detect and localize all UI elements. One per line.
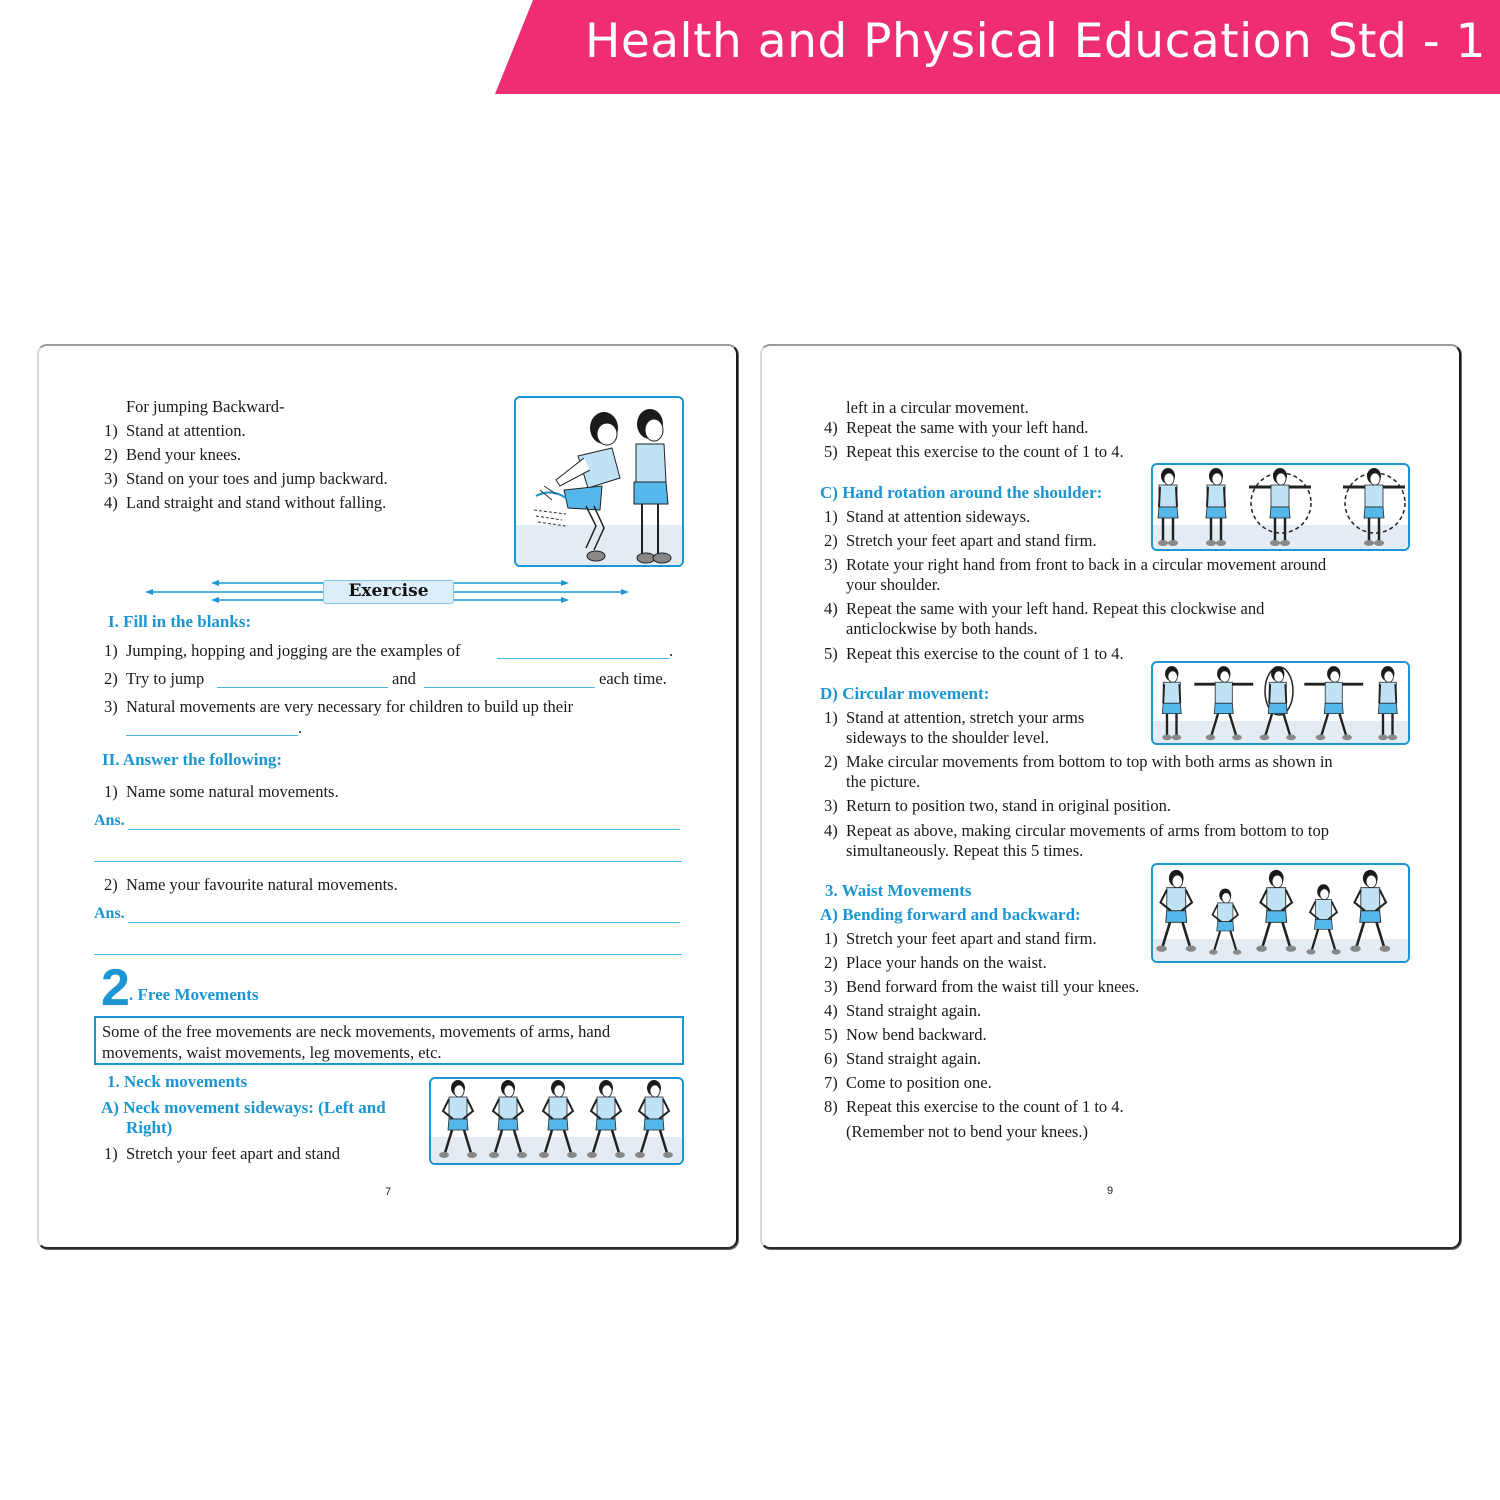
step-text: Stand at attention sideways.	[846, 507, 1031, 526]
step-text: Stand at attention, stretch your arms	[846, 708, 1085, 727]
fill-q3-text: Natural movements are very necessary for children to build up their	[126, 697, 574, 716]
step-number: 4)	[824, 599, 838, 618]
section-number: 2	[101, 959, 130, 1017]
step-text: Stand straight again.	[846, 1001, 982, 1020]
step-number: 3)	[824, 977, 838, 996]
step-text-cont: your shoulder.	[846, 575, 941, 594]
step-text: Stretch your feet apart and stand firm.	[846, 929, 1097, 948]
step-number: 1)	[104, 421, 118, 440]
fill-blanks-heading: I. Fill in the blanks:	[108, 612, 252, 631]
fill-q2-end: each time.	[599, 669, 667, 688]
figure-boy	[539, 1080, 577, 1158]
step-text: Rotate your right hand from front to back in a circular movement around	[846, 555, 1327, 574]
neck-sideways-heading: A) Neck movement sideways: (Left and	[101, 1098, 386, 1117]
neck-sideways-heading-cont: Right)	[126, 1118, 173, 1137]
q-number: 1)	[104, 782, 118, 801]
figure-boy	[489, 1080, 527, 1158]
step-number: 1)	[824, 929, 838, 948]
figure-boy	[1306, 884, 1340, 954]
answer-q2-line-2[interactable]	[94, 954, 682, 955]
step-number: 3)	[824, 796, 838, 815]
step-text: Come to position one.	[846, 1073, 992, 1092]
fill-q3-blank[interactable]	[126, 735, 298, 736]
hand-rotation-figures-icon	[1151, 463, 1410, 551]
bending-heading: A) Bending forward and backward:	[820, 905, 1081, 924]
figure-boy	[1206, 468, 1226, 546]
step-number: 4)	[824, 418, 838, 437]
step-number: 3)	[104, 469, 118, 488]
figure-boy	[1249, 468, 1311, 546]
jump-backward-intro: For jumping Backward-	[126, 397, 285, 416]
neck-step-1: Stretch your feet apart and stand	[126, 1144, 340, 1163]
figure-boy	[1378, 666, 1397, 740]
fill-q3-end: .	[298, 718, 303, 737]
banner-title: Health and Physical Education Std - 1	[585, 14, 1487, 69]
step-number: 2)	[824, 531, 838, 550]
step-number: 4)	[824, 1001, 838, 1020]
neck-movement-figures-icon	[429, 1077, 684, 1165]
step-text: Stretch your feet apart and stand firm.	[846, 531, 1097, 550]
step-number: 2)	[104, 445, 118, 464]
figure-boy	[635, 1080, 673, 1158]
hand-rotation-heading: C) Hand rotation around the shoulder:	[820, 483, 1103, 502]
step-number: 1)	[824, 507, 838, 526]
step-text: Repeat the same with your left hand. Repeat this clockwise and	[846, 599, 1265, 618]
page-number-right: 9	[1107, 1185, 1114, 1197]
answer-q1-text: Name some natural movements.	[126, 782, 339, 801]
circular-movement-figures-icon	[1151, 661, 1410, 745]
step-text: Bend forward from the waist till your knees.	[846, 977, 1140, 996]
step-text: Stand straight again.	[846, 1049, 982, 1068]
answer-q1-line-1[interactable]	[128, 829, 680, 830]
step-number: 8)	[824, 1097, 838, 1116]
step-number: 1)	[824, 708, 838, 727]
figure-boy	[1158, 468, 1178, 546]
step-number: 2)	[824, 953, 838, 972]
ans-label: Ans.	[94, 812, 125, 829]
step-text: Stand at attention.	[126, 421, 246, 440]
page-number-left: 7	[385, 1186, 392, 1198]
q-number: 2)	[104, 875, 118, 894]
step-text-cont: simultaneously. Repeat this 5 times.	[846, 841, 1084, 860]
fill-q1-blank[interactable]	[497, 658, 669, 659]
step-number: 5)	[824, 644, 838, 663]
figure-boy	[1162, 666, 1181, 740]
step-number: 3)	[824, 555, 838, 574]
waist-movements-heading: 3. Waist Movements	[825, 881, 972, 900]
fill-q2-mid: and	[392, 669, 416, 688]
circular-movement-heading: D) Circular movement:	[820, 684, 990, 703]
q-number: 3)	[104, 697, 118, 716]
figure-boy	[439, 1080, 477, 1158]
ans-label: Ans.	[94, 905, 125, 922]
step-text: Now bend backward.	[846, 1025, 987, 1044]
free-movements-info-box: Some of the free movements are neck movements, movements of arms, hand movements, waist movements, leg movements, etc.	[94, 1016, 684, 1065]
step-number: 4)	[104, 493, 118, 512]
step-text: Stand on your toes and jump backward.	[126, 469, 388, 488]
figure-boy	[1350, 870, 1390, 952]
figure-boy	[1194, 666, 1253, 740]
step-number: 1)	[104, 1144, 118, 1163]
step-number: 2)	[824, 752, 838, 771]
step-number: 4)	[824, 821, 838, 840]
answer-q2-text: Name your favourite natural movements.	[126, 875, 398, 894]
q-number: 2)	[104, 669, 118, 688]
waist-bending-figures-icon	[1151, 863, 1410, 963]
jumping-backward-figure-icon	[514, 396, 684, 567]
answer-heading: II. Answer the following:	[102, 750, 283, 769]
fill-q1-end: .	[669, 641, 674, 660]
fill-q2-blank-2[interactable]	[424, 687, 595, 688]
waist-note: (Remember not to bend your knees.)	[846, 1122, 1088, 1141]
step-number: 7)	[824, 1073, 838, 1092]
q-number: 1)	[104, 641, 118, 660]
step-text: Repeat as above, making circular movements of arms from bottom to top	[846, 821, 1329, 840]
step-text-cont: sideways to the shoulder level.	[846, 728, 1049, 747]
figure-boy	[1256, 870, 1296, 952]
fill-q2-blank-1[interactable]	[217, 687, 388, 688]
step-text: Return to position two, stand in original position.	[846, 796, 1171, 815]
step-text: Repeat this exercise to the count of 1 to 4.	[846, 1097, 1124, 1116]
figure-boy	[1209, 888, 1241, 954]
step-number: 6)	[824, 1049, 838, 1068]
figure-boy	[1343, 468, 1405, 546]
step-text: Repeat this exercise to the count of 1 to 4.	[846, 442, 1124, 461]
step-text: Repeat this exercise to the count of 1 to 4.	[846, 644, 1124, 663]
continued-line: left in a circular movement.	[846, 398, 1029, 417]
step-number: 5)	[824, 1025, 838, 1044]
step-number: 5)	[824, 442, 838, 461]
figure-boy	[1156, 870, 1196, 952]
step-text: Land straight and stand without falling.	[126, 493, 387, 512]
step-text: Make circular movements from bottom to top with both arms as shown in	[846, 752, 1333, 771]
answer-q1-line-2[interactable]	[94, 861, 682, 862]
step-text: Repeat the same with your left hand.	[846, 418, 1089, 437]
neck-movements-heading: 1. Neck movements	[107, 1072, 248, 1091]
free-movements-title: . Free Movements	[129, 985, 259, 1004]
figure-boy	[1304, 666, 1363, 740]
exercise-label: Exercise	[323, 580, 454, 604]
step-text-cont: the picture.	[846, 772, 921, 791]
fill-q2-text: Try to jump	[126, 669, 205, 688]
step-text: Bend your knees.	[126, 445, 242, 464]
figure-boy	[587, 1080, 625, 1158]
header-banner	[495, 0, 1500, 94]
step-text-cont: anticlockwise by both hands.	[846, 619, 1038, 638]
answer-q2-line-1[interactable]	[128, 922, 680, 923]
step-text: Place your hands on the waist.	[846, 953, 1047, 972]
fill-q1-text: Jumping, hopping and jogging are the examples of	[126, 641, 461, 660]
